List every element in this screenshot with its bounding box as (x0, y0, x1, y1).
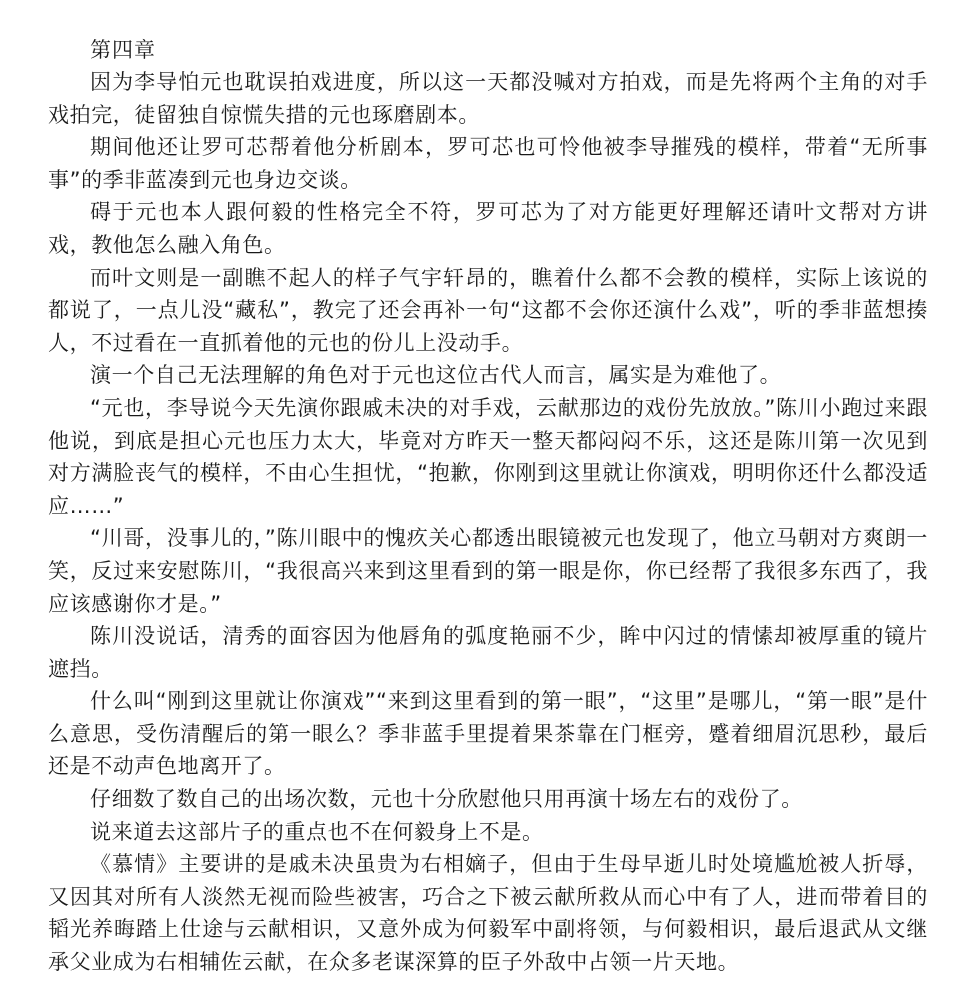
paragraph-8: 陈川没说话，清秀的面容因为他唇角的弧度艳丽不少，眸中闪过的情愫却被厚重的镜片遮挡。 (48, 624, 928, 681)
paragraph-2: 期间他还让罗可芯帮着他分析剧本，罗可芯也可怜他被李导摧残的模样，带着“无所事事”的季非蓝凑到元也身边交谈。 (48, 135, 928, 192)
paragraph-4: 而叶文则是一副瞧不起人的样子气宇轩昂的，瞧着什么都不会教的模样，实际上该说的都说了，一点儿没“藏私”，教完了还会再补一句“这都不会你还演什么戏”，听的季非蓝想揍人，不过看在一直抓着他的元也的份儿上没动手。 (48, 265, 928, 355)
paragraph-5: 演一个自己无法理解的角色对于元也这位古代人而言，属实是为难他了。 (90, 363, 782, 388)
paragraph-7: “川哥，没事儿的，”陈川眼中的愧疚关心都透出眼镜被元也发现了，他立马朝对方爽朗一笑，反过来安慰陈川，“我很高兴来到这里看到的第一眼是你，你已经帮了我很多东西了，我应该感谢你才是。” (48, 526, 928, 616)
paragraph-12: 《慕情》主要讲的是戚未决虽贵为右相嫡子，但由于生母早逝儿时处境尴尬被人折辱，又因其对所有人淡然无视而险些被害，巧合之下被云献所救从而心中有了人，进而带着目的韬光养晦踏上仕途与云献相识，又意外成为何毅军中副将领，与何毅相识，最后退武从文继承父业成为右相辅佐云献，在众多老谋深算的臣子外敌中占领一片天地。 (48, 852, 928, 975)
paragraph-10: 仔细数了数自己的出场次数，元也十分欣慰他只用再演十场左右的戏份了。 (90, 787, 803, 812)
chapter-title: 第四章 (90, 38, 156, 62)
paragraph-6: “元也，李导说今天先演你跟戚未决的对手戏，云献那边的戏份先放放。”陈川小跑过来跟他说，到底是担心元也压力太大，毕竟对方昨天一整天都闷闷不乐，这还是陈川第一次见到对方满脸丧气的模样，不由心生担忧，“抱歉，你刚到这里就让你演戏，明明你还什么都没适应……” (48, 395, 928, 518)
paragraph-11: 说来道去这部片子的重点也不在何毅身上不是。 (90, 819, 544, 844)
paragraph-9: 什么叫“刚到这里就让你演戏”“来到这里看到的第一眼”，“这里”是哪儿，“第一眼”是什么意思，受伤清醒后的第一眼么？季非蓝手里提着果茶靠在门框旁，蹙着细眉沉思秒，最后还是不动声色地离开了。 (48, 689, 928, 779)
paragraph-1: 因为李导怕元也耽误拍戏进度，所以这一天都没喊对方拍戏，而是先将两个主角的对手戏拍完，徒留独自惊慌失措的元也琢磨剧本。 (48, 70, 928, 127)
paragraph-3: 碍于元也本人跟何毅的性格完全不符，罗可芯为了对方能更好理解还请叶文帮对方讲戏，教他怎么融入角色。 (48, 200, 928, 257)
